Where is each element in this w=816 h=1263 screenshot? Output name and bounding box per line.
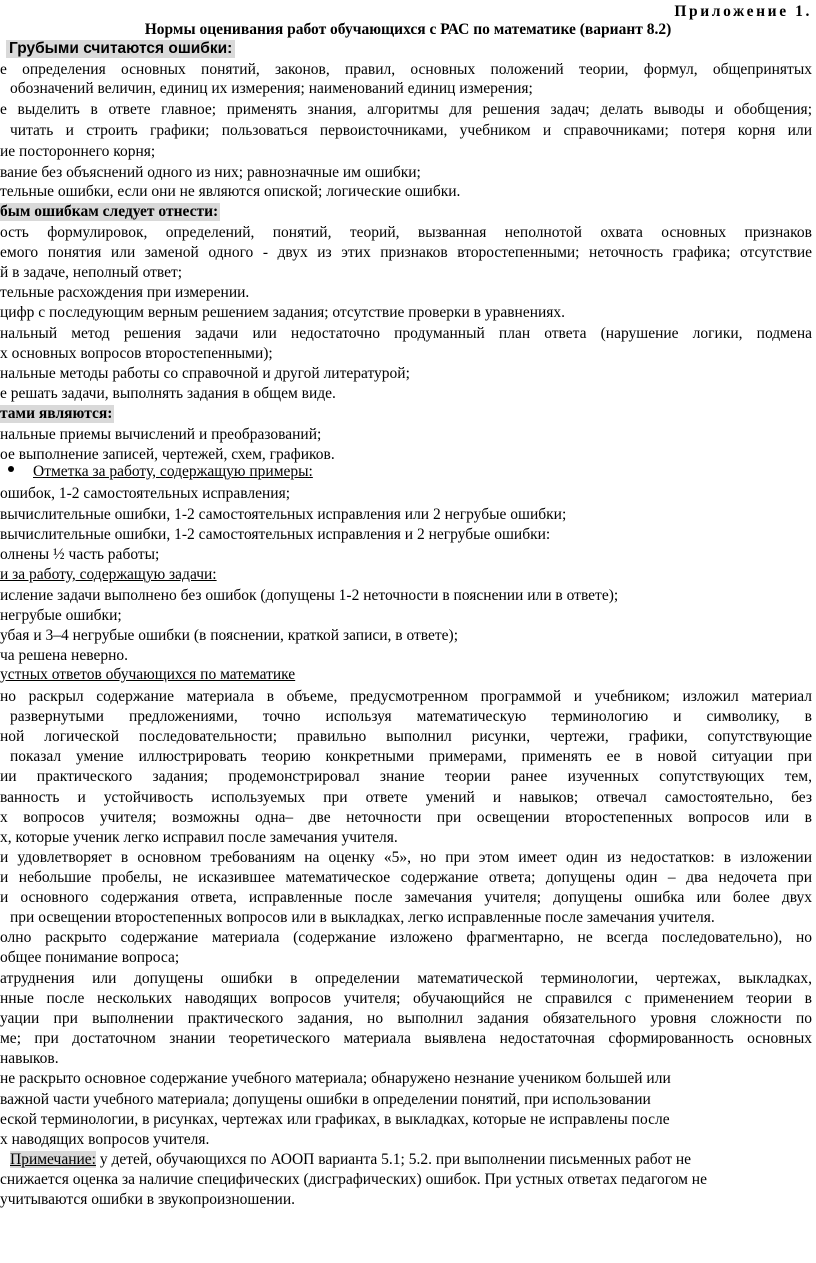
- text-line: атруднения или допущены ошибки в определении математической терминологии, чертежах, выкладках,: [0, 970, 812, 987]
- text-line: нальные приемы вычислений и преобразований;: [0, 426, 322, 443]
- text-line: не раскрыто основное содержание учебного материала; обнаружено незнание учеником большей или: [0, 1070, 671, 1087]
- note-line: [10, 1151, 691, 1169]
- text-line: уации при выполнении практического задания, но выполнил задания обязательного уровня сложности по: [0, 1010, 812, 1027]
- text-line: е определения основных понятий, законов, правил, основных положений теории, формул, общепринятых: [0, 61, 812, 78]
- note-line: учитываются ошибки в звукопроизношении.: [0, 1191, 295, 1208]
- section-heading-oral: устных ответов обучающихся по математике: [0, 666, 296, 683]
- section-heading-shortcomings: тами являются:: [0, 405, 113, 422]
- text-line: ое выполнение записей, чертежей, схем, графиков.: [0, 446, 335, 463]
- document-title: Нормы оценивания работ обучающихся с РАС по математике (вариант 8.2): [144, 21, 672, 38]
- note-text: у детей, обучающихся по АООП варианта 5.1; 5.2. при выполнении письменных работ не: [96, 1151, 692, 1168]
- text-line: емого понятия или заменой одного - двух из этих признаков второстепенными; неточность графика; отсутствие: [0, 244, 812, 261]
- text-line: нальный метод решения задачи или недостаточно продуманный план ответа (нарушение логики, подмена: [0, 325, 812, 342]
- appendix-label: Приложение 1.: [674, 3, 812, 20]
- text-line: й в задаче, неполный ответ;: [0, 264, 183, 281]
- text-line: х, которые ученик легко исправил после замечания учителя.: [0, 829, 398, 846]
- text-line: еской терминологии, в рисунках, чертежах или графиках, в выкладках, которые не исправлены после: [0, 1111, 670, 1128]
- text-line: общее понимание вопроса;: [0, 949, 180, 966]
- text-line: важной части учебного материала; допущены ошибки в определении понятий, при использовании: [0, 1091, 651, 1108]
- note-label: Примечание:: [10, 1151, 96, 1168]
- text-line: х вопросов учителя; возможны одна– две неточности при освещении второстепенных вопросов или в: [0, 809, 812, 826]
- text-line: ошибок, 1-2 самостоятельных исправления;: [0, 485, 291, 502]
- text-line: олно раскрыто содержание материала (содержание изложено фрагментарно, не всегда последовательно), но: [0, 929, 812, 946]
- text-line: нальные методы работы со справочной и другой литературой;: [0, 365, 410, 382]
- text-line: вание без объяснений одного из них; равнозначные им ошибки;: [0, 164, 421, 181]
- text-line: тельные расхождения при измерении.: [0, 284, 250, 301]
- section-heading-gross-errors: Грубыми считаются ошибки:: [6, 40, 235, 58]
- text-line: ванность и устойчивость используемых при ответе умений и навыков; отвечал самостоятельно, без: [0, 789, 812, 806]
- text-line: е выделить в ответе главное; применять знания, алгоритмы для решения задач; делать выводы и обобщения;: [0, 101, 812, 118]
- text-line: навыков.: [0, 1050, 59, 1067]
- text-line: но раскрыл содержание материала в объеме, предусмотренном программой и учебником; изложил материал: [0, 688, 812, 705]
- text-line: тельные ошибки, если они не являются опиской; логические ошибки.: [0, 183, 461, 200]
- text-line: олнены ½ часть работы;: [0, 546, 160, 563]
- section-heading-examples: Отметка за работу, содержащую примеры:: [33, 463, 313, 480]
- text-line: ча решена неверно.: [0, 647, 128, 664]
- text-line: читать и строить графики; пользоваться первоисточниками, учебником и справочниками; потеря корня или: [10, 122, 812, 139]
- text-line: х основных вопросов второстепенными);: [0, 345, 273, 362]
- text-line: развернутыми предложениями, точно используя математическую терминологию и символику, в: [10, 708, 812, 725]
- text-line: убая и 3–4 негрубые ошибки (в пояснении, краткой записи, в ответе);: [0, 627, 459, 644]
- text-line: негрубые ошибки;: [0, 607, 122, 624]
- note-line: снижается оценка за наличие специфических (дисграфических) ошибок. При устных ответах педагогом не: [0, 1171, 707, 1188]
- text-line: и удовлетворяет в основном требованиям на оценку «5», но при этом имеет один из недостатков: в изложении: [0, 849, 812, 866]
- section-heading-minor-errors: бым ошибкам следует отнести:: [0, 203, 219, 220]
- text-line: цифр с последующим верным решением задания; отсутствие проверки в уравнениях.: [0, 304, 566, 321]
- text-line: вычислительные ошибки, 1-2 самостоятельных исправления и 2 негрубые ошибки:: [0, 526, 551, 543]
- section-heading-tasks: и за работу, содержащую задачи:: [0, 566, 217, 583]
- text-line: ие постороннего корня;: [0, 143, 156, 160]
- text-line: и небольшие пробелы, не исказившее математическое содержание ответа; допущены один – два недочета при: [0, 869, 812, 886]
- text-line: ной логической последовательности; правильно выполнил рисунки, чертежи, графики, сопутствующие: [0, 728, 812, 745]
- text-line: ии практического задания; продемонстрировал знание теории ранее изученных сопутствующих тем,: [0, 768, 812, 785]
- text-line: ость формулировок, определений, понятий, теорий, вызванная неполнотой охвата основных признаков: [0, 224, 812, 241]
- text-line: исление задачи выполнено без ошибок (допущены 1-2 неточности в пояснении или в ответе);: [0, 587, 619, 604]
- text-line: нные после нескольких наводящих вопросов учителя; обучающийся не справился с применением теории в: [0, 990, 812, 1007]
- text-line: ме; при достаточном знании теоретического материала выявлена недостаточная сформированность основных: [0, 1030, 812, 1047]
- text-line: показал умение иллюстрировать теорию конкретными примерами, применять ее в новой ситуации при: [10, 748, 812, 765]
- text-line: обозначений величин, единиц их измерения; наименований единиц измерения;: [10, 80, 533, 97]
- bullet-icon: [8, 466, 14, 472]
- text-line: вычислительные ошибки, 1-2 самостоятельных исправления или 2 негрубые ошибки;: [0, 506, 567, 523]
- text-line: х наводящих вопросов учителя.: [0, 1131, 210, 1148]
- text-line: при освещении второстепенных вопросов или в выкладках, легко исправленные после замечания учителя.: [10, 909, 715, 926]
- text-line: е решать задачи, выполнять задания в общем виде.: [0, 385, 336, 402]
- text-line: и основного содержания ответа, исправленные после замечания учителя; допущены ошибка или более двух: [0, 889, 812, 906]
